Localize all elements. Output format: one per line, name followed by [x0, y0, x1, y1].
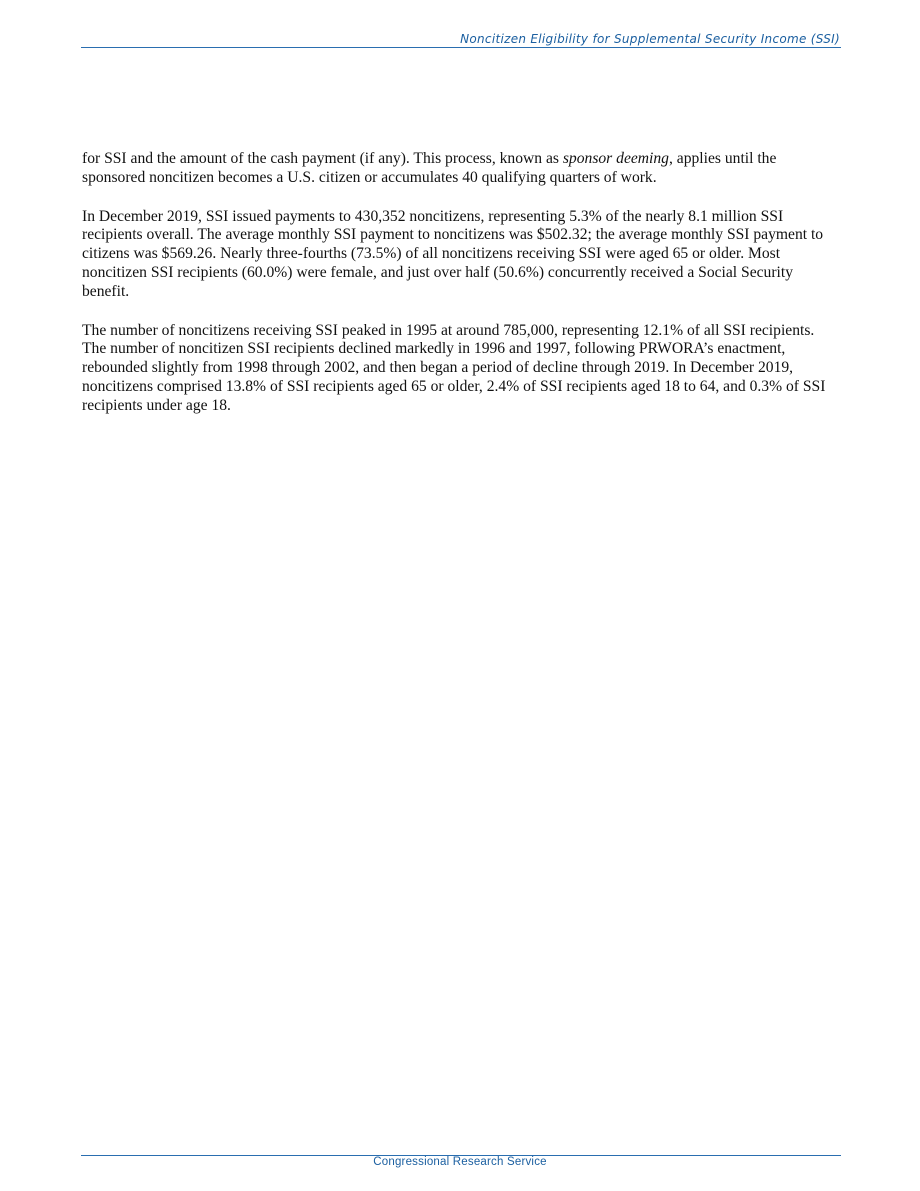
paragraph-sponsor-deeming — [82, 150, 842, 188]
paragraph-text: , applies until the sponsored noncitizen becomes a U.S. citizen or accumulates 40 qualifying quarters of work. — [82, 150, 777, 186]
paragraph-2019-statistics: In December 2019, SSI issued payments to 430,352 noncitizens, representing 5.3% of the nearly 8.1 million SSI recipients overall. The average monthly SSI payment to noncitizens was $502.32; the average monthly SSI payment to citizens was $569.26. Nearly three-fourths (73.5%) of all noncitizens receiving SSI were aged 65 or older. Most noncitizen SSI recipients (60.0%) were female, and just over half (50.6%) concurrently received a Social Security benefit. — [82, 207, 824, 300]
document-body — [82, 150, 842, 436]
paragraph-text: for SSI and the amount of the cash payment (if any). This process, known as — [82, 150, 563, 167]
header-rule — [81, 47, 841, 48]
running-header-title: Noncitizen Eligibility for Supplemental Security Income (SSI) — [460, 32, 840, 46]
emphasized-term: sponsor deeming — [562, 150, 669, 167]
footer-publisher: Congressional Research Service — [373, 1156, 547, 1168]
paragraph-historical-trend: The number of noncitizens receiving SSI peaked in 1995 at around 785,000, representing 12.1% of all SSI recipients. The number of noncitizen SSI recipients declined markedly in 1996 and 1997, following PRWORA’s enactment, rebounded slightly from 1998 through 2002, and then began a period of decline through 2019. In December 2019, noncitizens comprised 13.8% of SSI recipients aged 65 or older, 2.4% of SSI recipients aged 18 to 64, and 0.3% of SSI recipients under age 18. — [82, 321, 826, 414]
